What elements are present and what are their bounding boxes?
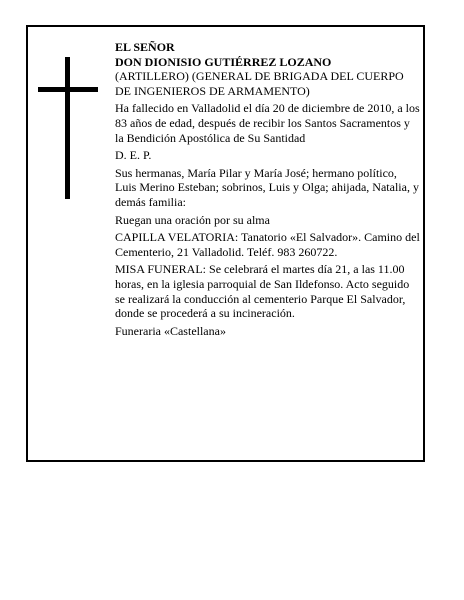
- funeral-home: Funeraria «Castellana»: [115, 323, 226, 338]
- cross-vertical-bar: [65, 57, 70, 199]
- deceased-name: DON DIONISIO GUTIÉRREZ LOZANO: [115, 54, 332, 69]
- family-members: Sus hermanas, María Pilar y María José; hermano político, Luis Merino Esteban; sobrinos, Luis y Olga; ahijada, Natalia, y demás familia:: [115, 165, 419, 209]
- rest-in-peace: D. E. P.: [115, 148, 152, 163]
- death-announcement: Ha fallecido en Valladolid el día 20 de diciembre de 2010, a los 83 años de edad, después de recibir los Santos Sacramentos y la Bendición Apostólica de Su Santidad: [115, 101, 420, 145]
- chapel-info: CAPILLA VELATORIA: Tanatorio «El Salvador». Camino del Cementerio, 21 Valladolid. Teléf. 983 260722.: [115, 230, 420, 259]
- cross-horizontal-bar: [38, 87, 98, 92]
- funeral-mass-info: MISA FUNERAL: Se celebrará el martes día 21, a las 11.00 horas, en la iglesia parroquial de San Ildefonso. Acto seguido se realizará la conducción al cementerio Parque El Salvador, donde se procederá a su incineración.: [115, 262, 410, 321]
- deceased-rank: (ARTILLERO) (GENERAL DE BRIGADA DEL CUERPO DE INGENIEROS DE ARMAMENTO): [115, 69, 404, 98]
- notice-text: [115, 40, 420, 341]
- obituary-notice: [26, 25, 425, 462]
- prayer-request: Ruegan una oración por su alma: [115, 212, 270, 227]
- notice-title: EL SEÑOR: [115, 40, 175, 54]
- cross-icon: [38, 57, 98, 199]
